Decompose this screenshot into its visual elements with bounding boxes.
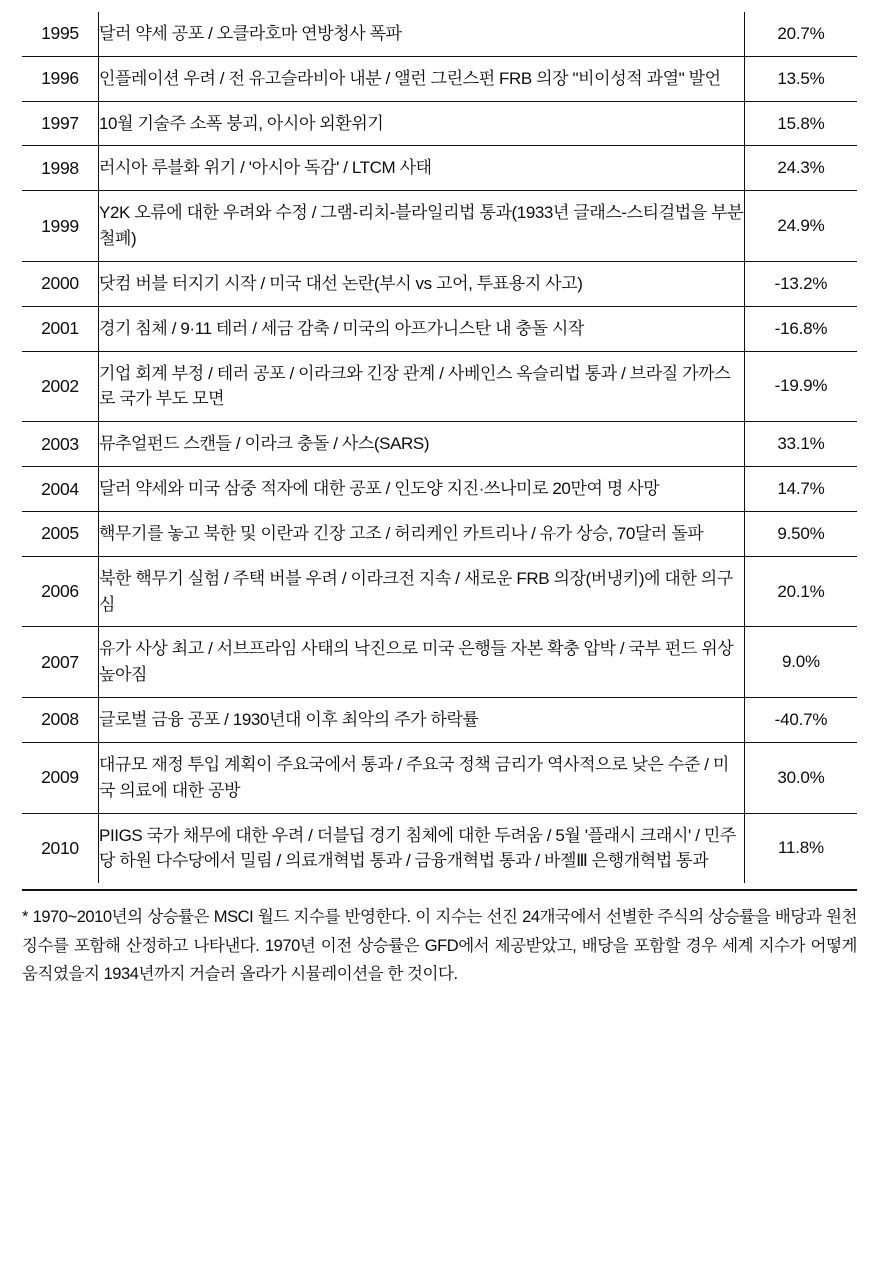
row-return: 24.3% xyxy=(777,158,825,178)
row-return: 20.7% xyxy=(777,23,825,43)
row-event: 글로벌 금융 공포 / 1930년대 이후 최악의 주가 하락률 xyxy=(99,698,745,743)
row-event: PIIGS 국가 채무에 대한 우려 / 더블딥 경기 침체에 대한 두려움 / 5월 '플래시 크래시' / 민주당 하원 다수당에서 밀림 / 의료개혁법 통과 / 금융개혁법 통과 / 바젤Ⅲ 은행개혁법 통과 xyxy=(99,813,745,883)
table-row xyxy=(22,742,857,813)
table-row xyxy=(22,556,857,627)
row-event: 기업 회계 부정 / 테러 공포 / 이라크와 긴장 관계 / 사베인스 옥슬리법 통과 / 브라질 가까스로 국가 부도 모면 xyxy=(99,351,745,422)
table-row xyxy=(22,191,857,262)
market-history-table xyxy=(22,12,857,883)
table-row xyxy=(22,306,857,351)
row-return: 14.7% xyxy=(777,479,825,499)
row-event: Y2K 오류에 대한 우려와 수정 / 그램-리치-블라일리법 통과(1933년 글래스-스티걸법을 부분 철폐) xyxy=(99,191,745,262)
row-return: 30.0% xyxy=(777,767,825,787)
row-event: 핵무기를 놓고 북한 및 이란과 긴장 고조 / 허리케인 카트리나 / 유가 상승, 70달러 돌파 xyxy=(99,511,745,556)
row-return: 15.8% xyxy=(777,113,825,133)
row-return: 11.8% xyxy=(778,838,824,858)
row-year: 2001 xyxy=(22,306,99,351)
row-return: 9.50% xyxy=(777,523,825,543)
row-year: 2005 xyxy=(22,511,99,556)
row-event: 달러 약세와 미국 삼중 적자에 대한 공포 / 인도양 지진·쓰나미로 20만여 명 사망 xyxy=(99,467,745,512)
row-year: 2004 xyxy=(22,467,99,512)
table-row xyxy=(22,261,857,306)
row-year: 2010 xyxy=(22,813,99,883)
table-row xyxy=(22,422,857,467)
row-return: 20.1% xyxy=(777,581,825,601)
row-year: 1997 xyxy=(22,101,99,146)
row-year: 2007 xyxy=(22,627,99,698)
row-year: 1996 xyxy=(22,56,99,101)
row-year: 1998 xyxy=(22,146,99,191)
table-row xyxy=(22,146,857,191)
table-row xyxy=(22,101,857,146)
row-event: 뮤추얼펀드 스캔들 / 이라크 충돌 / 사스(SARS) xyxy=(99,422,745,467)
row-year: 1999 xyxy=(22,191,99,262)
row-year: 2002 xyxy=(22,351,99,422)
table-row xyxy=(22,813,857,883)
row-event: 10월 기술주 소폭 붕괴, 아시아 외환위기 xyxy=(99,101,745,146)
row-event: 유가 사상 최고 / 서브프라임 사태의 낙진으로 미국 은행들 자본 확충 압박 / 국부 펀드 위상 높아짐 xyxy=(99,627,745,698)
row-return: 9.0% xyxy=(782,652,820,672)
row-event: 경기 침체 / 9·11 테러 / 세금 감축 / 미국의 아프가니스탄 내 충돌 시작 xyxy=(99,306,745,351)
row-return: 13.5% xyxy=(777,68,825,88)
row-year: 2006 xyxy=(22,556,99,627)
row-return: 24.9% xyxy=(777,216,825,236)
row-year: 2003 xyxy=(22,422,99,467)
row-return: -40.7% xyxy=(774,709,828,729)
row-event: 북한 핵무기 실험 / 주택 버블 우려 / 이라크전 지속 / 새로운 FRB 의장(버냉키)에 대한 의구심 xyxy=(99,556,745,627)
row-return: -13.2% xyxy=(774,273,828,293)
row-event: 인플레이션 우려 / 전 유고슬라비아 내분 / 앨런 그린스펀 FRB 의장 "비이성적 과열" 발언 xyxy=(99,56,745,101)
row-return: 33.1% xyxy=(777,434,825,454)
table-row xyxy=(22,56,857,101)
row-year: 2008 xyxy=(22,698,99,743)
row-year: 2000 xyxy=(22,261,99,306)
row-event: 닷컴 버블 터지기 시작 / 미국 대선 논란(부시 vs 고어, 투표용지 사고) xyxy=(99,261,745,306)
table-row xyxy=(22,12,857,56)
table-row xyxy=(22,698,857,743)
row-event: 달러 약세 공포 / 오클라호마 연방청사 폭파 xyxy=(99,12,745,56)
row-return: -19.9% xyxy=(774,376,828,396)
row-return: -16.8% xyxy=(774,318,828,338)
table-row xyxy=(22,351,857,422)
table-row xyxy=(22,511,857,556)
row-event: 러시아 루블화 위기 / '아시아 독감' / LTCM 사태 xyxy=(99,146,745,191)
table-row xyxy=(22,467,857,512)
row-year: 2009 xyxy=(22,742,99,813)
footnote-section xyxy=(22,889,857,1006)
table-row xyxy=(22,627,857,698)
table-body xyxy=(22,12,857,883)
row-year: 1995 xyxy=(22,12,99,56)
footnote-text: * 1970~2010년의 상승률은 MSCI 월드 지수를 반영한다. 이 지수는 선진 24개국에서 선별한 주식의 상승률을 배당과 원천징수를 포함해 산정하고 나타낸다. 1970년 이전 상승률은 GFD에서 제공받았고, 배당을 포함할 경우 세계 지수가 어떻게 움직였을지 1934년까지 거슬러 올라가 시뮬레이션을 한 것이다. xyxy=(22,908,857,983)
row-event: 대규모 재정 투입 계획이 주요국에서 통과 / 주요국 정책 금리가 역사적으로 낮은 수준 / 미국 의료에 대한 공방 xyxy=(99,742,745,813)
